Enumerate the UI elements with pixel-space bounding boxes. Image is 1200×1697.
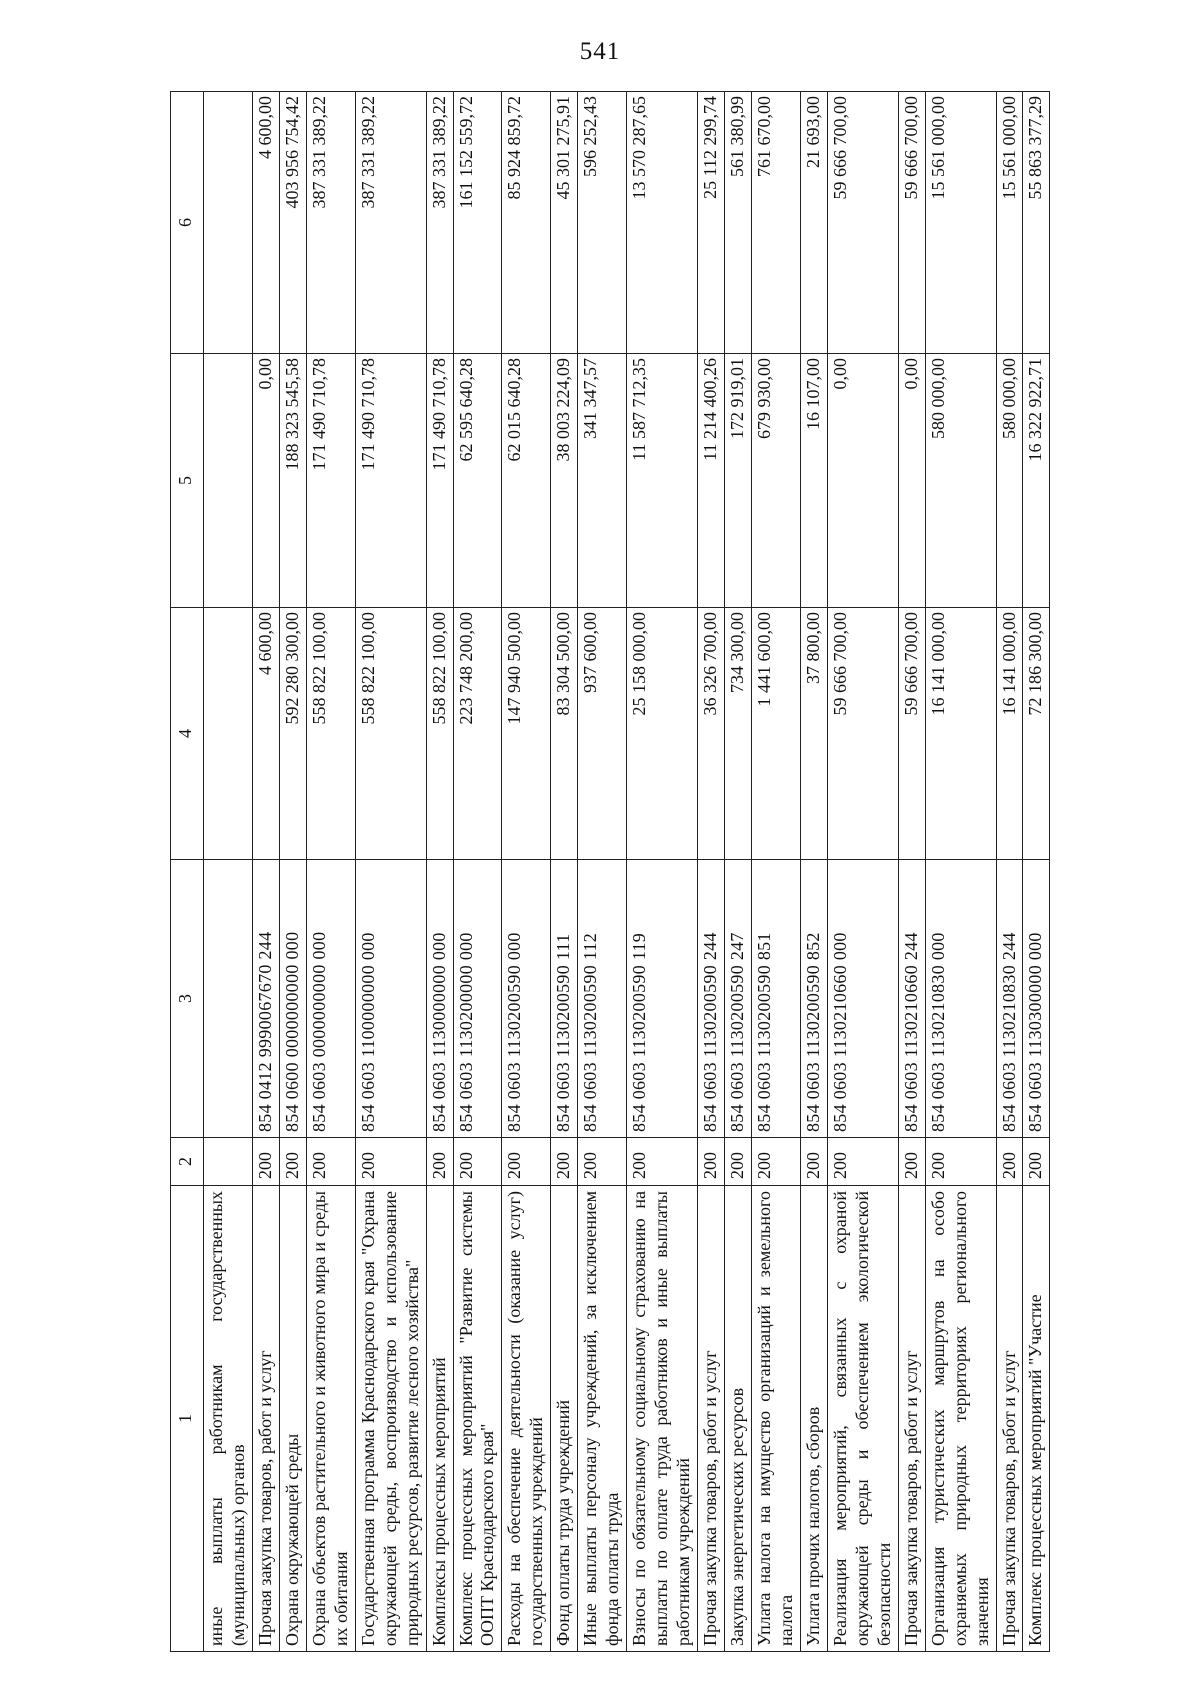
cell-line-code: 200	[898, 1138, 925, 1186]
cell-remaining-amount: 55 863 377,29	[1023, 92, 1050, 354]
cell-remaining-amount: 387 331 389,22	[426, 92, 453, 354]
cell-executed-amount: 188 323 545,58	[279, 354, 306, 608]
cell-item-name: Охрана окружающей среды	[279, 1186, 306, 1652]
cell-remaining-amount: 596 252,43	[578, 92, 627, 354]
cell-item-name: иные выплаты работникам государственных (муниципальных) органов	[204, 1186, 253, 1652]
cell-item-name: Государственная программа Краснодарского края "Охрана окружающей среды, воспроизводство и использование природных ресурсов, развитие лесного хозяйства"	[355, 1186, 426, 1652]
cell-budget-code: 854 0603 1130200000 000	[453, 860, 502, 1138]
cell-executed-amount: 11 587 712,35	[627, 354, 698, 608]
cell-item-name: Комплексы процессных мероприятий	[426, 1186, 453, 1652]
cell-budget-code: 854 0603 1130200590 112	[578, 860, 627, 1138]
cell-executed-amount: 0,00	[827, 354, 898, 608]
cell-executed-amount: 16 107,00	[800, 354, 827, 608]
cell-line-code: 200	[306, 1138, 355, 1186]
cell-budget-code: 854 0603 1130210830 244	[996, 860, 1023, 1138]
cell-remaining-amount: 15 561 000,00	[925, 92, 996, 354]
cell-budget-code: 854 0603 1100000000 000	[355, 860, 426, 1138]
table-row	[551, 92, 578, 1652]
cell-remaining-amount: 15 561 000,00	[996, 92, 1023, 354]
cell-budget-code: 854 0603 1130200590 244	[698, 860, 725, 1138]
cell-item-name: Уплата налога на имущество организаций и земельного налога	[751, 1186, 800, 1652]
table-row	[751, 92, 800, 1652]
header-col-6: 6	[171, 92, 204, 354]
cell-line-code: 200	[355, 1138, 426, 1186]
cell-line-code: 200	[1023, 1138, 1050, 1186]
cell-executed-amount: 580 000,00	[996, 354, 1023, 608]
cell-executed-amount: 341 347,57	[578, 354, 627, 608]
cell-executed-amount: 171 490 710,78	[306, 354, 355, 608]
cell-executed-amount: 679 930,00	[751, 354, 800, 608]
cell-approved-amount: 59 666 700,00	[827, 608, 898, 860]
cell-budget-code: 854 0603 1130210830 000	[925, 860, 996, 1138]
cell-line-code: 200	[827, 1138, 898, 1186]
cell-approved-amount: 16 141 000,00	[925, 608, 996, 860]
table-row	[627, 92, 698, 1652]
cell-line-code: 200	[252, 1138, 279, 1186]
cell-remaining-amount: 387 331 389,22	[355, 92, 426, 354]
cell-budget-code: 854 0603 1130200590 852	[800, 860, 827, 1138]
cell-item-name: Прочая закупка товаров, работ и услуг	[252, 1186, 279, 1652]
cell-line-code: 200	[725, 1138, 752, 1186]
cell-approved-amount: 558 822 100,00	[355, 608, 426, 860]
cell-remaining-amount: 13 570 287,65	[627, 92, 698, 354]
table-row	[996, 92, 1023, 1652]
table-row	[453, 92, 502, 1652]
table-row	[698, 92, 725, 1652]
cell-approved-amount	[204, 608, 253, 860]
table-row	[306, 92, 355, 1652]
cell-remaining-amount: 59 666 700,00	[898, 92, 925, 354]
cell-approved-amount: 223 748 200,00	[453, 608, 502, 860]
table-row	[800, 92, 827, 1652]
table-row	[355, 92, 426, 1652]
cell-line-code: 200	[996, 1138, 1023, 1186]
cell-remaining-amount: 161 152 559,72	[453, 92, 502, 354]
cell-item-name: Уплата прочих налогов, сборов	[800, 1186, 827, 1652]
table-row	[502, 92, 551, 1652]
cell-remaining-amount: 25 112 299,74	[698, 92, 725, 354]
cell-budget-code: 854 0412 9990067670 244	[252, 860, 279, 1138]
table-row	[725, 92, 752, 1652]
cell-line-code: 200	[800, 1138, 827, 1186]
cell-approved-amount: 16 141 000,00	[996, 608, 1023, 860]
cell-executed-amount: 16 322 922,71	[1023, 354, 1050, 608]
cell-approved-amount: 59 666 700,00	[898, 608, 925, 860]
cell-item-name: Охрана объектов растительного и животного мира и среды их обитания	[306, 1186, 355, 1652]
cell-line-code: 200	[925, 1138, 996, 1186]
cell-executed-amount: 11 214 400,26	[698, 354, 725, 608]
cell-approved-amount: 1 441 600,00	[751, 608, 800, 860]
cell-remaining-amount: 45 301 275,91	[551, 92, 578, 354]
cell-item-name: Закупка энергетических ресурсов	[725, 1186, 752, 1652]
cell-budget-code: 854 0603 1130210660 000	[827, 860, 898, 1138]
cell-approved-amount: 37 800,00	[800, 608, 827, 860]
cell-approved-amount: 147 940 500,00	[502, 608, 551, 860]
cell-executed-amount: 171 490 710,78	[355, 354, 426, 608]
cell-line-code: 200	[698, 1138, 725, 1186]
cell-item-name: Комплекс процессных мероприятий "Участие	[1023, 1186, 1050, 1652]
cell-budget-code: 854 0603 1130200590 119	[627, 860, 698, 1138]
cell-remaining-amount: 403 956 754,42	[279, 92, 306, 354]
cell-budget-code	[204, 860, 253, 1138]
cell-executed-amount: 0,00	[898, 354, 925, 608]
cell-remaining-amount: 761 670,00	[751, 92, 800, 354]
cell-approved-amount: 937 600,00	[578, 608, 627, 860]
table-row	[279, 92, 306, 1652]
cell-item-name: Взносы по обязательному социальному страхованию на выплаты по оплате труда работников и иные выплаты работникам учреждений	[627, 1186, 698, 1652]
cell-approved-amount: 558 822 100,00	[306, 608, 355, 860]
cell-remaining-amount: 387 331 389,22	[306, 92, 355, 354]
cell-line-code: 200	[551, 1138, 578, 1186]
cell-budget-code: 854 0603 1130210660 244	[898, 860, 925, 1138]
cell-executed-amount: 171 490 710,78	[426, 354, 453, 608]
cell-item-name: Расходы на обеспечение деятельности (оказание услуг) государственных учреждений	[502, 1186, 551, 1652]
table-row	[426, 92, 453, 1652]
header-col-4: 4	[171, 608, 204, 860]
cell-approved-amount: 734 300,00	[725, 608, 752, 860]
cell-budget-code: 854 0603 0000000000 000	[306, 860, 355, 1138]
cell-item-name: Организация туристических маршрутов на особо охраняемых природных территориях регионального значения	[925, 1186, 996, 1652]
header-col-5: 5	[171, 354, 204, 608]
cell-budget-code: 854 0603 1130200590 247	[725, 860, 752, 1138]
cell-budget-code: 854 0603 1130300000 000	[1023, 860, 1050, 1138]
cell-remaining-amount: 59 666 700,00	[827, 92, 898, 354]
cell-executed-amount: 38 003 224,09	[551, 354, 578, 608]
cell-approved-amount: 72 186 300,00	[1023, 608, 1050, 860]
page-number: 541	[579, 38, 621, 65]
budget-table	[170, 91, 1050, 1652]
table-row	[925, 92, 996, 1652]
cell-remaining-amount	[204, 92, 253, 354]
cell-approved-amount: 558 822 100,00	[426, 608, 453, 860]
cell-line-code: 200	[627, 1138, 698, 1186]
cell-item-name: Комплекс процессных мероприятий "Развитие системы ООПТ Краснодарского края"	[453, 1186, 502, 1652]
table-row	[252, 92, 279, 1652]
cell-line-code: 200	[279, 1138, 306, 1186]
cell-executed-amount: 62 015 640,28	[502, 354, 551, 608]
header-col-2: 2	[171, 1138, 204, 1186]
cell-item-name: Фонд оплаты труда учреждений	[551, 1186, 578, 1652]
cell-remaining-amount: 561 380,99	[725, 92, 752, 354]
cell-approved-amount: 36 326 700,00	[698, 608, 725, 860]
cell-executed-amount	[204, 354, 253, 608]
cell-approved-amount: 83 304 500,00	[551, 608, 578, 860]
cell-executed-amount: 580 000,00	[925, 354, 996, 608]
header-col-3: 3	[171, 860, 204, 1138]
budget-table-container	[170, 92, 1140, 1652]
cell-approved-amount: 592 280 300,00	[279, 608, 306, 860]
cell-budget-code: 854 0603 1130000000 000	[426, 860, 453, 1138]
cell-line-code: 200	[453, 1138, 502, 1186]
table-row	[204, 92, 253, 1652]
cell-line-code: 200	[751, 1138, 800, 1186]
cell-budget-code: 854 0603 1130200590 851	[751, 860, 800, 1138]
cell-line-code	[204, 1138, 253, 1186]
cell-item-name: Прочая закупка товаров, работ и услуг	[898, 1186, 925, 1652]
table-row	[578, 92, 627, 1652]
cell-budget-code: 854 0603 1130200590 111	[551, 860, 578, 1138]
cell-approved-amount: 25 158 000,00	[627, 608, 698, 860]
table-body	[204, 92, 1050, 1652]
table-row	[1023, 92, 1050, 1652]
table-row	[898, 92, 925, 1652]
cell-budget-code: 854 0603 1130200590 000	[502, 860, 551, 1138]
cell-line-code: 200	[578, 1138, 627, 1186]
cell-executed-amount: 172 919,01	[725, 354, 752, 608]
header-row	[171, 92, 204, 1652]
header-col-1: 1	[171, 1186, 204, 1652]
cell-remaining-amount: 85 924 859,72	[502, 92, 551, 354]
cell-executed-amount: 0,00	[252, 354, 279, 608]
cell-item-name: Прочая закупка товаров, работ и услуг	[996, 1186, 1023, 1652]
cell-item-name: Прочая закупка товаров, работ и услуг	[698, 1186, 725, 1652]
cell-item-name: Иные выплаты персоналу учреждений, за исключением фонда оплаты труда	[578, 1186, 627, 1652]
cell-remaining-amount: 21 693,00	[800, 92, 827, 354]
cell-line-code: 200	[426, 1138, 453, 1186]
cell-budget-code: 854 0600 0000000000 000	[279, 860, 306, 1138]
cell-line-code: 200	[502, 1138, 551, 1186]
cell-remaining-amount: 4 600,00	[252, 92, 279, 354]
cell-executed-amount: 62 595 640,28	[453, 354, 502, 608]
cell-item-name: Реализация мероприятий, связанных с охраной окружающей среды и обеспечением экологической безопасности	[827, 1186, 898, 1652]
table-row	[827, 92, 898, 1652]
cell-approved-amount: 4 600,00	[252, 608, 279, 860]
